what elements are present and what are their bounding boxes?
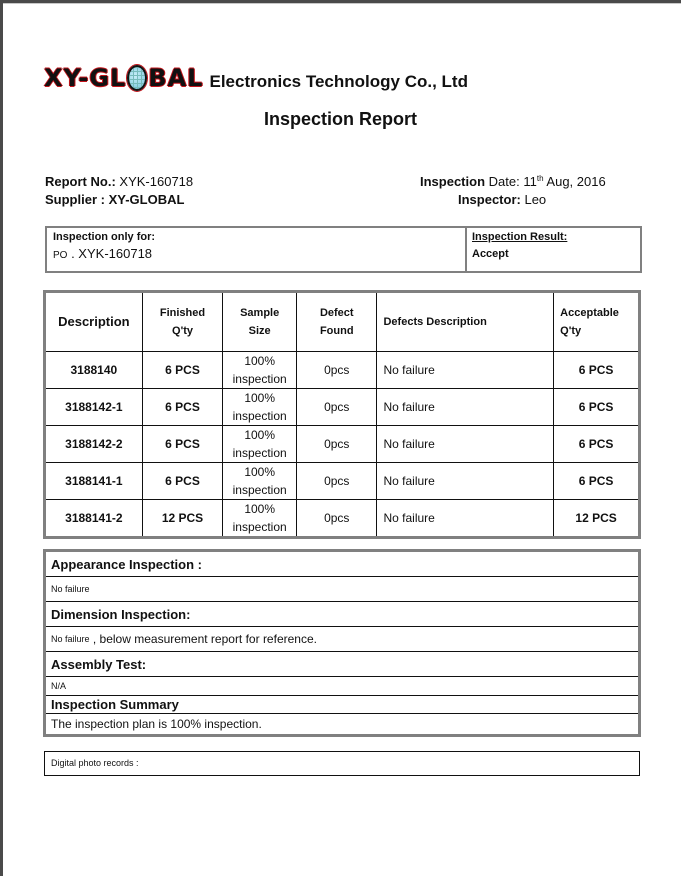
cell-sample-size: 100% inspection <box>223 500 297 538</box>
logo-text-left: XY-GL <box>44 64 127 92</box>
cell-defect-found: 0pcs <box>297 463 377 500</box>
cell-description: 3188141-1 <box>45 463 143 500</box>
inspection-date-rest: Aug, 2016 <box>546 174 606 189</box>
table-row <box>45 426 640 463</box>
po-prefix: PO <box>53 250 68 261</box>
cell-defect-found: 0pcs <box>297 352 377 389</box>
dimension-value-rest: , below measurement report for reference. <box>89 632 317 646</box>
cell-sample-size: 100% inspection <box>223 352 297 389</box>
dimension-inspection-value <box>46 627 638 652</box>
cell-defects-description: No failure <box>377 352 554 389</box>
inspector-line <box>420 191 606 209</box>
cell-defects-description: No failure <box>377 426 554 463</box>
inspection-date-suffix: th <box>536 174 544 183</box>
cell-sample-size: 100% inspection <box>223 463 297 500</box>
cell-finished-qty: 6 PCS <box>142 389 223 426</box>
report-meta-right <box>420 173 606 209</box>
table-row <box>45 500 640 538</box>
report-header <box>44 64 468 92</box>
dimension-inspection-heading: Dimension Inspection: <box>46 602 638 627</box>
cell-acceptable-qty: 6 PCS <box>554 352 640 389</box>
cell-description: 3188142-2 <box>45 426 143 463</box>
inspection-result-label: Inspection Result: <box>472 231 568 243</box>
inspection-result <box>467 228 640 271</box>
cell-description: 3188141-2 <box>45 500 143 538</box>
cell-finished-qty: 6 PCS <box>142 352 223 389</box>
cell-finished-qty: 12 PCS <box>142 500 223 538</box>
supplier-value: XY-GLOBAL <box>108 192 185 207</box>
cell-defects-description: No failure <box>377 463 554 500</box>
cell-defect-found: 0pcs <box>297 426 377 463</box>
inspection-date-label: Inspection <box>420 174 486 189</box>
globe-icon <box>127 65 147 91</box>
col-header-acceptable-qty: Acceptable Q'ty <box>554 292 640 352</box>
cell-defect-found: 0pcs <box>297 500 377 538</box>
inspection-date-line <box>420 173 606 191</box>
digital-photo-records: Digital photo records : <box>44 751 640 776</box>
inspection-date-day: 11 <box>523 174 537 189</box>
appearance-inspection-value: No failure <box>46 577 638 602</box>
page-title: Inspection Report <box>263 109 417 129</box>
inspector-label: Inspector: <box>458 192 521 207</box>
po-number <box>53 246 459 261</box>
col-header-sample-size: Sample Size <box>223 292 297 352</box>
col-header-finished-qty: Finished Q'ty <box>142 292 223 352</box>
cell-defects-description: No failure <box>377 389 554 426</box>
cell-acceptable-qty: 6 PCS <box>554 426 640 463</box>
logo-text-right: BAL <box>148 64 204 92</box>
po-box <box>45 226 642 273</box>
col-header-description: Description <box>45 292 143 352</box>
cell-finished-qty: 6 PCS <box>142 463 223 500</box>
inspection-result-value: Accept <box>472 248 509 260</box>
inspection-summary-heading: Inspection Summary <box>46 696 638 714</box>
inspection-summary-value: The inspection plan is 100% inspection. <box>51 717 262 731</box>
supplier-label: Supplier : <box>45 192 105 207</box>
table-row <box>45 352 640 389</box>
page-frame-top-shadow <box>0 3 681 4</box>
table-header-row <box>45 292 640 352</box>
company-logo <box>44 64 203 92</box>
table-row <box>45 389 640 426</box>
page-frame-left <box>0 0 3 876</box>
supplier-line <box>45 191 193 209</box>
inspection-scope-label: Inspection only for: <box>53 231 156 243</box>
report-number-label: Report No.: <box>45 174 116 189</box>
report-number-value: XYK-160718 <box>119 174 194 189</box>
inspection-date-label-2: Date: <box>488 174 520 189</box>
table-row <box>45 463 640 500</box>
cell-acceptable-qty: 6 PCS <box>554 389 640 426</box>
company-name: Electronics Technology Co., Ltd <box>209 72 468 91</box>
col-header-defects-description: Defects Description <box>377 292 554 352</box>
cell-acceptable-qty: 12 PCS <box>554 500 640 538</box>
cell-finished-qty: 6 PCS <box>142 426 223 463</box>
assembly-test-heading: Assembly Test: <box>46 652 638 677</box>
cell-defects-description: No failure <box>377 500 554 538</box>
cell-sample-size: 100% inspection <box>223 426 297 463</box>
cell-description: 3188142-1 <box>45 389 143 426</box>
assembly-test-value: N/A <box>46 677 638 696</box>
cell-sample-size: 100% inspection <box>223 389 297 426</box>
col-header-defect-found: Defect Found <box>297 292 377 352</box>
po-value: . XYK-160718 <box>71 246 153 261</box>
inspector-value: Leo <box>524 192 547 207</box>
appearance-inspection-heading: Appearance Inspection : <box>46 552 638 577</box>
cell-description: 3188140 <box>45 352 143 389</box>
cell-acceptable-qty: 6 PCS <box>554 463 640 500</box>
dimension-value-small: No failure <box>51 634 90 644</box>
cell-defect-found: 0pcs <box>297 389 377 426</box>
inspection-scope <box>47 228 467 271</box>
inspection-items-table <box>43 290 641 539</box>
report-meta-left <box>45 173 193 209</box>
report-number-line <box>45 173 193 191</box>
inspection-sections <box>43 549 641 737</box>
